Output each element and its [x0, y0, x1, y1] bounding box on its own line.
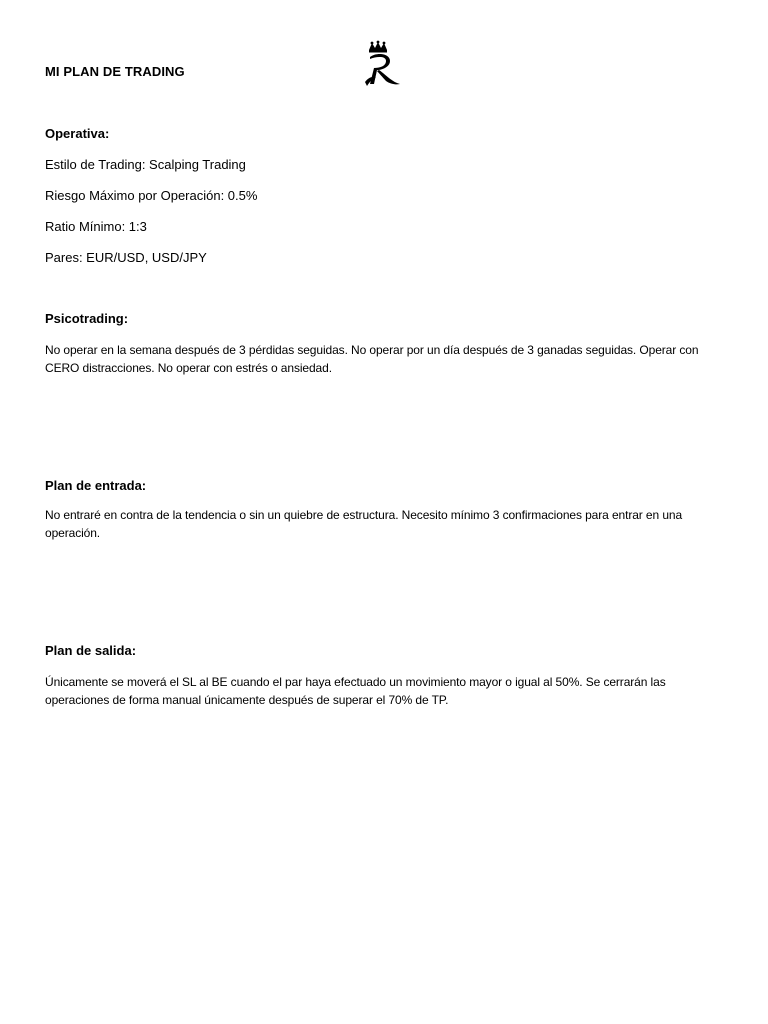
- psicotrading-text: No operar en la semana después de 3 pérdidas seguidas. No operar por un día después de 3 ganadas seguidas. Operar con CERO distracciones. No operar con estrés o ansiedad.: [45, 343, 699, 375]
- operativa-line-estilo: Estilo de Trading: Scalping Trading: [45, 157, 246, 172]
- plan-salida-heading: Plan de salida:: [45, 643, 137, 658]
- operativa-heading: Operativa:: [45, 126, 110, 141]
- plan-entrada-text: No entraré en contra de la tendencia o sin un quiebre de estructura. Necesito mínimo 3 confirmaciones para entrar en una operación.: [45, 508, 683, 540]
- document-title: MI PLAN DE TRADING: [45, 64, 185, 79]
- crowned-r-logo-icon: [360, 40, 410, 90]
- operativa-line-pares: Pares: EUR/USD, USD/JPY: [45, 250, 207, 265]
- operativa-line-riesgo: Riesgo Máximo por Operación: 0.5%: [45, 188, 258, 203]
- plan-salida-text: Únicamente se moverá el SL al BE cuando el par haya efectuado un movimiento mayor o igual al 50%. Se cerrarán las operaciones de forma manual únicamente después de superar el 70% de TP.: [45, 675, 666, 707]
- operativa-line-ratio: Ratio Mínimo: 1:3: [45, 219, 147, 234]
- plan-entrada-heading: Plan de entrada:: [45, 478, 147, 493]
- psicotrading-heading: Psicotrading:: [45, 311, 129, 326]
